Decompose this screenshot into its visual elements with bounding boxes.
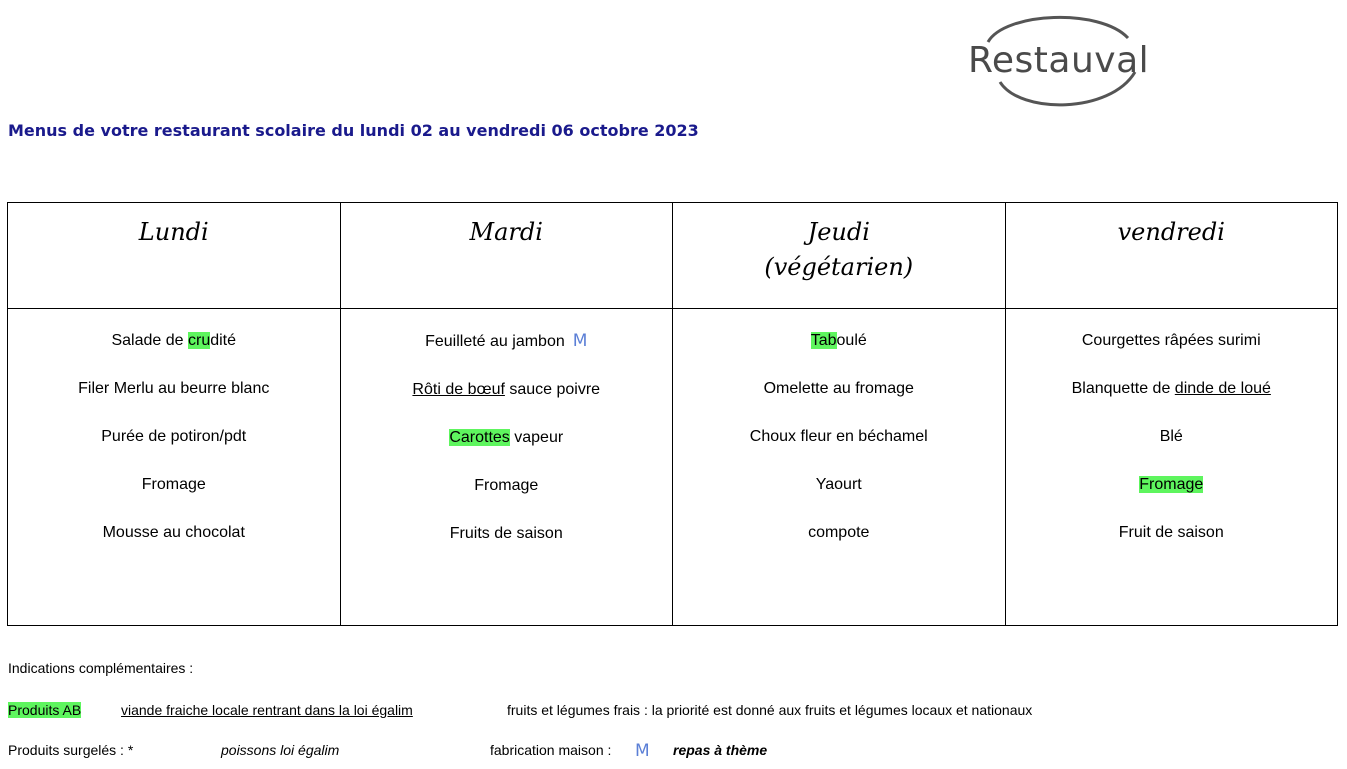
menu-cell-vendredi — [1005, 309, 1338, 626]
menu-item: Filer Merlu au beurre blanc — [78, 380, 270, 397]
menu-item — [341, 329, 673, 354]
menu-item-text: dité — [210, 332, 237, 349]
day-header-lundi — [8, 203, 341, 309]
homemade-icon: M — [572, 331, 588, 351]
menu-row — [8, 309, 1338, 626]
organic-highlight: Carottes — [449, 429, 510, 446]
day-subtitle: (végétarien) — [764, 252, 914, 281]
menu-list — [341, 309, 673, 546]
menu-cell-mardi — [340, 309, 673, 626]
local-meat-underline: Rôti de bœuf — [412, 381, 505, 398]
menu-item: Fromage — [141, 476, 206, 493]
legend-frozen: Produits surgelés : * — [8, 742, 134, 758]
day-header-row — [8, 203, 1338, 309]
day-header-vendredi — [1005, 203, 1338, 309]
organic-highlight: cru — [187, 332, 211, 349]
day-header-jeudi — [673, 203, 1006, 309]
menu-item: Fromage — [474, 477, 539, 494]
menu-item-text: Salade de — [111, 332, 188, 349]
legend-fresh-produce: fruits et légumes frais : la priorité est donné aux fruits et légumes locaux et nationaux — [507, 702, 1033, 718]
day-name: Lundi — [138, 218, 209, 246]
day-header-mardi — [340, 203, 673, 309]
menu-item — [341, 378, 673, 402]
menu-item — [1006, 473, 1338, 497]
menu-list — [673, 309, 1005, 545]
menu-item-text: oulé — [836, 332, 867, 349]
menu-table — [7, 202, 1338, 626]
legend-heading: Indications complémentaires : — [8, 660, 194, 676]
legend-theme-meal: repas à thème — [673, 742, 768, 758]
menu-item: Fruits de saison — [449, 525, 563, 542]
menu-item: Courgettes râpées surimi — [1081, 332, 1261, 349]
legend-organic: Produits AB — [8, 702, 82, 718]
menu-item: Blé — [1159, 428, 1183, 445]
page-title: Menus de votre restaurant scolaire du lundi 02 au vendredi 06 octobre 2023 — [8, 121, 699, 140]
homemade-icon: M — [635, 741, 650, 761]
menu-item: Yaourt — [815, 476, 862, 493]
menu-item: Mousse au chocolat — [102, 524, 245, 541]
menu-item: compote — [808, 524, 870, 541]
menu-item-text: Blanquette de — [1071, 380, 1175, 397]
menu-item-text: vapeur — [509, 429, 564, 446]
menu-item — [341, 426, 673, 450]
menu-cell-jeudi — [673, 309, 1006, 626]
menu-list — [1006, 309, 1338, 545]
menu-item — [8, 329, 340, 353]
logo-text: Restauval — [968, 40, 1150, 81]
legend-fish: poissons loi égalim — [221, 742, 340, 758]
menu-item: Choux fleur en béchamel — [749, 428, 928, 445]
menu-item-text: sauce poivre — [504, 381, 601, 398]
menu-item: Omelette au fromage — [763, 380, 914, 397]
menu-item — [673, 329, 1005, 353]
menu-item-text: Feuilleté au jambon — [425, 333, 565, 350]
menu-item: Fruit de saison — [1118, 524, 1224, 541]
organic-highlight: Tab — [810, 332, 837, 349]
day-name: vendredi — [1117, 218, 1225, 246]
menu-cell-lundi — [8, 309, 341, 626]
legend-homemade: fabrication maison : — [490, 742, 612, 758]
local-meat-underline: dinde de loué — [1174, 380, 1271, 397]
menu-list — [8, 309, 340, 545]
organic-highlight: Fromage — [1139, 476, 1204, 493]
restauval-logo — [960, 10, 1160, 110]
menu-item: Purée de potiron/pdt — [101, 428, 247, 445]
day-name: Mardi — [469, 218, 543, 246]
menu-item — [1006, 377, 1338, 401]
legend-local-meat: viande fraiche locale rentrant dans la loi égalim — [121, 702, 413, 718]
day-name: Jeudi — [807, 218, 870, 246]
